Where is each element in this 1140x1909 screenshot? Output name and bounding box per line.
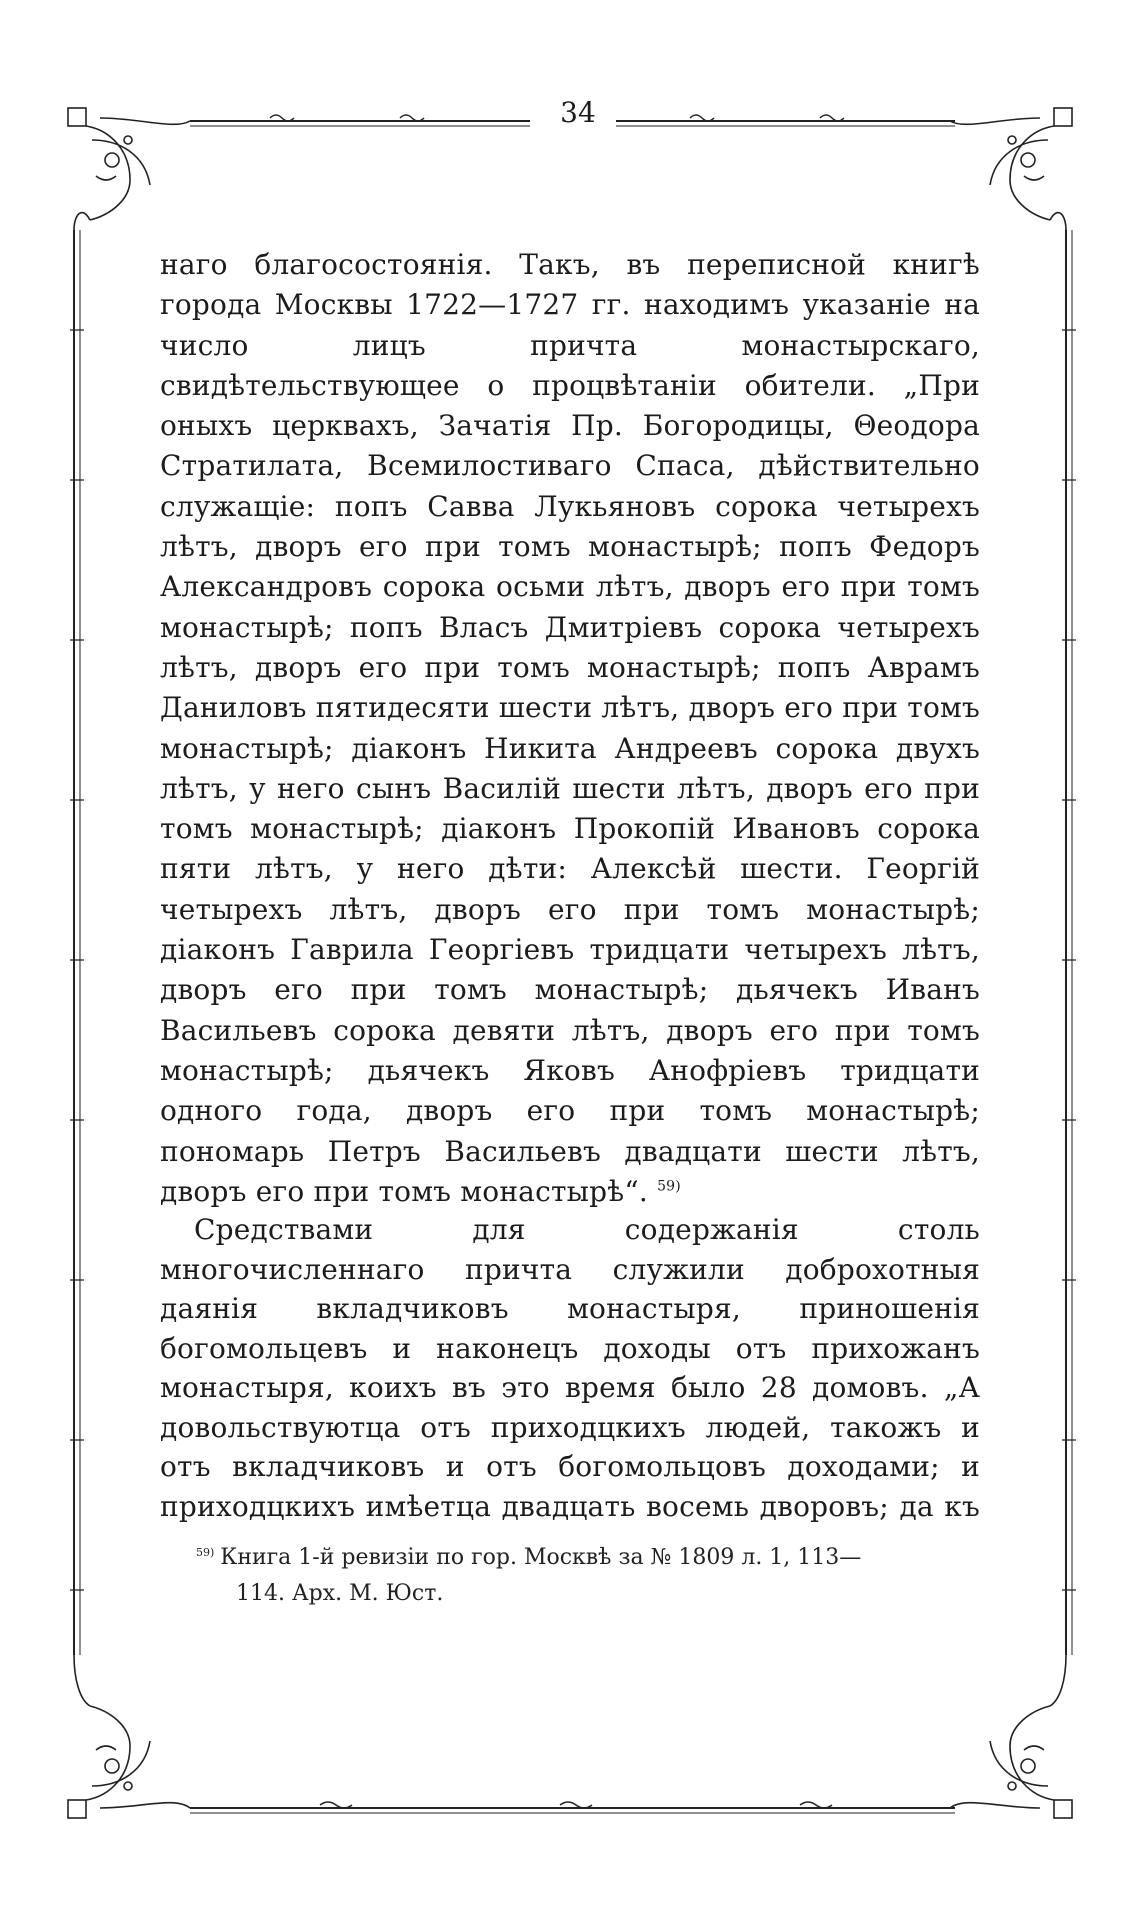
footnote-line-1: Книга 1-й ревизіи по гор. Москвѣ за № 1809 л. 1, 113—: [220, 1545, 862, 1570]
body-paragraph-1-text: наго благосостоянія. Такъ, въ переписной книгѣ города Москвы 1722—1727 гг. находимъ указаніе на число лицъ причта монастырскаго, свидѣтельствующее о процвѣтаніи обители. „При оныхъ церквахъ, Зачатія Пр. Богородицы, Θеодора Стратилата, Всемилостиваго Спаса, дѣйствительно служащіе: попъ Савва Лукьяновъ сорока четырехъ лѣтъ, дворъ его при томъ монастырѣ; попъ Федоръ Александровъ сорока осьми лѣтъ, дворъ его при томъ монастырѣ; попъ Власъ Дмитріевъ сорока четырехъ лѣтъ, дворъ его при томъ монастырѣ; попъ Аврамъ Даниловъ пятидесяти шести лѣтъ, дворъ его при томъ монастырѣ; діаконъ Никита Андреевъ сорока двухъ лѣтъ, у него сынъ Василій шести лѣтъ, дворъ его при томъ монастырѣ; діаконъ Прокопій Ивановъ сорока пяти лѣтъ, у него дѣти: Алексѣй шести. Георгій четырехъ лѣтъ, дворъ его при томъ монастырѣ; діаконъ Гаврила Георгіевъ тридцати четырехъ лѣтъ, дворъ его при томъ монастырѣ; дьячекъ Иванъ Васильевъ сорока девяти лѣтъ, дворъ его при томъ монастырѣ; дьячекъ Яковъ Анофріевъ тридцати одного года, дворъ его при томъ монастырѣ; пономарь Петръ Васильевъ двадцати шести лѣтъ, дворъ его при томъ монастырѣ“.: [160, 248, 980, 1208]
body-paragraph-2: Средствами для содержанія столь многочисленнаго причта служили доброхотныя даянія вкладчиковъ монастыря, приношенія богомольцевъ и наконецъ доходы отъ прихожанъ монастыря, коихъ въ это время было 28 домовъ. „А довольствуютца отъ приходцкихъ людей, такожъ и отъ вкладчиковъ и отъ богомольцовъ доходами; и приходцкихъ имѣетца двадцать восемь дворовъ; да къ: [160, 1213, 980, 1523]
footnote-line-2: 114. Арх. М. Юст.: [236, 1581, 444, 1606]
body-paragraph-1: [160, 245, 980, 1212]
footnote: [196, 1540, 986, 1612]
page-number: 34: [540, 96, 616, 130]
footnote-reference: 59): [657, 1178, 681, 1195]
footnote-mark: 59): [196, 1545, 215, 1559]
